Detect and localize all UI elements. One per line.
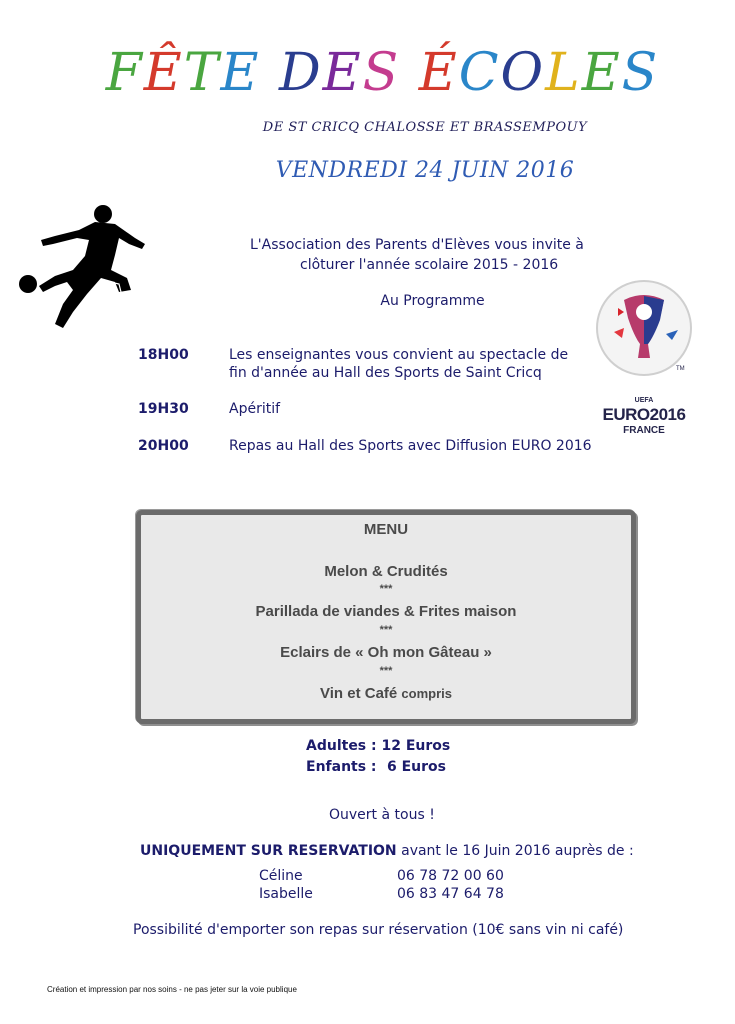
title-letter: F xyxy=(105,43,144,103)
price-adults: Adultes : 12 Euros xyxy=(306,738,451,754)
uefa-label: UEFA xyxy=(634,397,654,404)
programme-desc: Apéritif xyxy=(229,401,281,417)
contact-name: Céline xyxy=(259,868,303,884)
footer-note: Création et impression par nos soins - ne pas jeter sur la voie publique xyxy=(47,985,297,994)
title-letter: E xyxy=(220,43,261,103)
event-date: VENDREDI 24 JUIN 2016 xyxy=(275,158,575,183)
programme-desc: fin d'année au Hall des Sports de Saint Cricq xyxy=(229,365,542,381)
programme-time: 19H30 xyxy=(138,401,189,417)
takeaway-note: Possibilité d'emporter son repas sur réservation (10€ sans vin ni café) xyxy=(133,922,624,938)
menu-box xyxy=(136,510,636,724)
title-letter: E xyxy=(581,43,622,103)
menu-item: Eclairs de « Oh mon Gâteau » xyxy=(280,644,492,661)
page-title xyxy=(0,38,735,108)
contact-name: Isabelle xyxy=(259,886,313,902)
programme-time: 18H00 xyxy=(138,347,189,363)
euro2016-logo xyxy=(585,397,703,437)
country-label: FRANCE xyxy=(623,425,665,436)
title-letter: E xyxy=(322,43,363,103)
invite-line-2: clôturer l'année scolaire 2015 - 2016 xyxy=(300,257,559,273)
reservation-rest: avant le 16 Juin 2016 auprès de : xyxy=(401,843,634,859)
menu-item: Melon & Crudités xyxy=(324,563,448,580)
reservation-line xyxy=(140,843,634,859)
menu-separator: *** xyxy=(379,665,393,677)
menu-title: MENU xyxy=(363,521,409,538)
football-player-icon xyxy=(15,200,150,335)
menu-separator: *** xyxy=(379,583,393,595)
title-letter: S xyxy=(362,43,401,103)
programme-desc: Les enseignantes vous convient au spectacle de xyxy=(229,347,569,363)
programme-title: Au Programme xyxy=(380,293,485,309)
title-letter: Ê xyxy=(143,43,184,103)
title-letter: O xyxy=(500,43,546,103)
price-children-value: 6 Euros xyxy=(387,759,447,775)
title-letter: S xyxy=(621,43,660,103)
title-letter xyxy=(400,38,419,108)
menu-item-drinks xyxy=(141,685,631,702)
subtitle: DE ST CRICQ CHALOSSE ET BRASSEMPOUY xyxy=(262,120,588,135)
euro-label: EURO2016 xyxy=(602,405,686,424)
title-letter: D xyxy=(278,43,323,103)
menu-item: Parillada de viandes & Frites maison xyxy=(255,603,517,620)
title-letter: É xyxy=(418,43,459,103)
menu-drinks-label: Vin et Café xyxy=(320,685,398,702)
reservation-bold: UNIQUEMENT SUR RESERVATION xyxy=(140,843,397,859)
title-letter: T xyxy=(183,43,221,103)
title-letter xyxy=(260,38,279,108)
invite-line-1: L'Association des Parents d'Elèves vous invite à xyxy=(250,237,584,253)
programme-time: 20H00 xyxy=(138,438,189,454)
contact-phone: 06 83 47 64 78 xyxy=(397,886,504,902)
contact-phone: 06 78 72 00 60 xyxy=(397,868,504,884)
trademark-label: TM xyxy=(676,366,685,372)
open-to-all: Ouvert à tous ! xyxy=(329,807,435,823)
menu-drinks-suffix: compris xyxy=(401,686,452,701)
title-letter: C xyxy=(458,43,501,103)
euro2016-trophy-icon xyxy=(594,278,694,378)
menu-separator: *** xyxy=(379,624,393,636)
title-letter: L xyxy=(545,43,582,103)
price-children-label: Enfants : xyxy=(306,759,377,775)
programme-desc: Repas au Hall des Sports avec Diffusion EURO 2016 xyxy=(229,438,592,454)
